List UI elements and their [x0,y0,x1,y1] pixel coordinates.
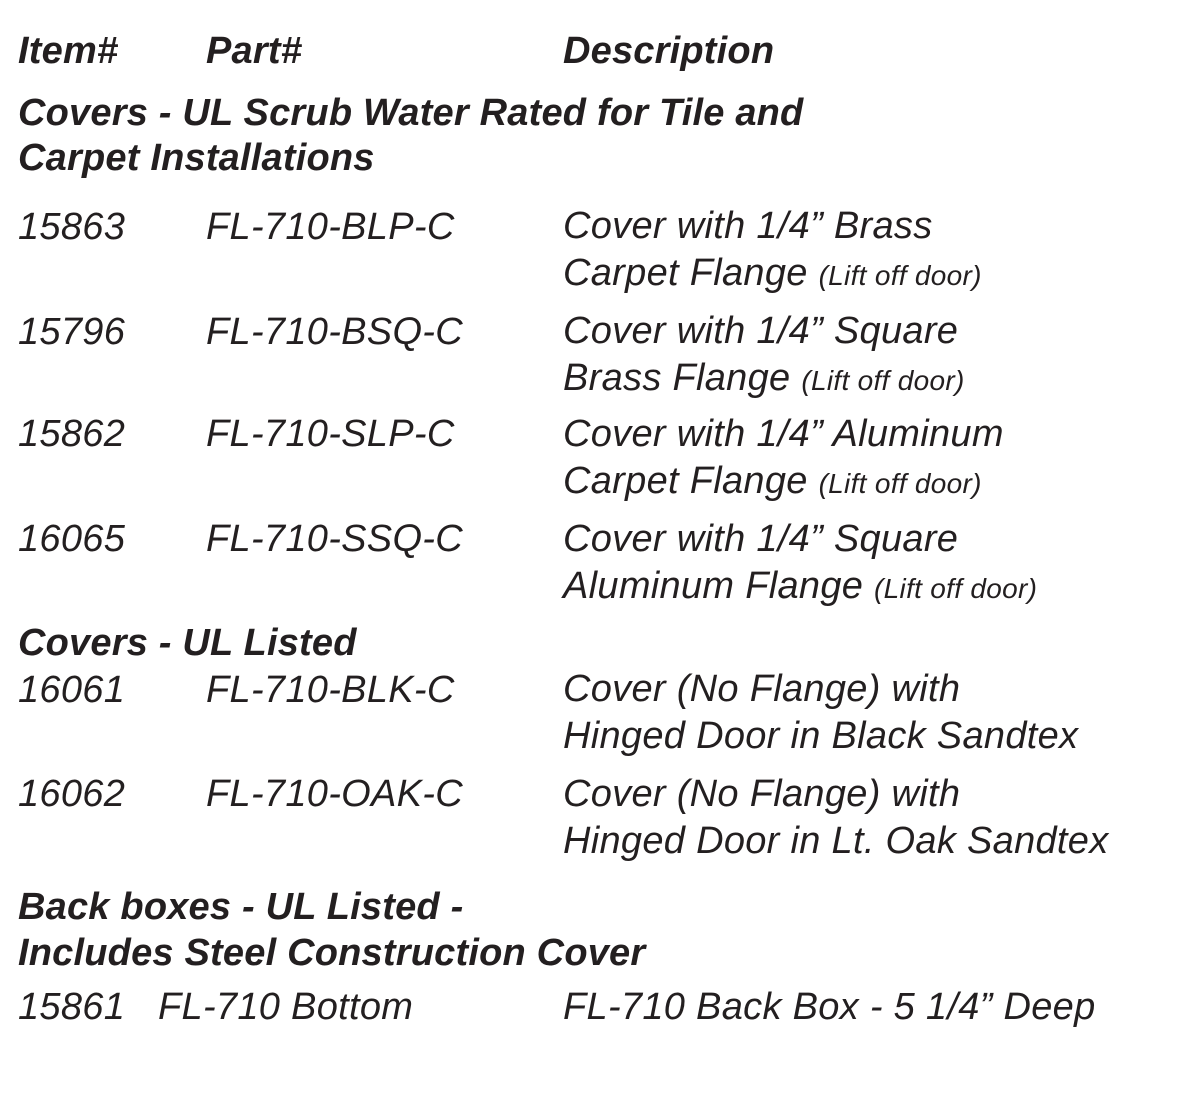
description [563,516,1037,612]
item-number: 15863 [18,206,126,248]
part-number: FL-710-BLP-C [206,206,455,248]
description-line: Hinged Door in Black Sandtex [563,715,1079,757]
column-header-item: Item# [18,30,119,72]
description [563,771,1109,865]
door-note: (Lift off door) [801,365,965,396]
section-title-line: Back boxes - UL Listed - [18,886,464,928]
description-line: Cover with 1/4” Brass [563,205,933,247]
description [563,308,965,404]
section-title-line: Carpet Installations [18,137,375,179]
description-line: Carpet Flange [563,460,808,502]
item-number: 15861 [18,986,126,1028]
part-number: FL-710-SSQ-C [206,518,464,560]
description [563,203,982,299]
item-number: 15796 [18,311,126,353]
description-line: Cover with 1/4” Square [563,518,959,560]
description-line: Cover with 1/4” Aluminum [563,413,1004,455]
description-line: Cover (No Flange) with [563,668,961,710]
section-title-line: Covers - UL Scrub Water Rated for Tile and [18,92,804,134]
section-title-line: Covers - UL Listed [18,622,357,664]
description-line-2 [563,563,1037,612]
description-line: Hinged Door in Lt. Oak Sandtex [563,820,1109,862]
description-line-2 [563,250,982,299]
description-line: Carpet Flange [563,252,808,294]
description [563,411,1004,507]
section-title-line: Includes Steel Construction Cover [18,932,646,974]
description-line: Cover (No Flange) with [563,773,961,815]
description-line: Cover with 1/4” Square [563,310,959,352]
item-number: 16062 [18,773,126,815]
item-number: 16061 [18,669,126,711]
column-header-description: Description [563,30,775,72]
description [563,666,1078,760]
part-number: FL-710-SLP-C [206,413,455,455]
column-header-part: Part# [206,30,303,72]
door-note: (Lift off door) [818,468,982,499]
description-line-2 [563,355,965,404]
door-note: (Lift off door) [874,573,1038,604]
part-number: FL-710-BSQ-C [206,311,464,353]
description: FL-710 Back Box - 5 1/4” Deep [563,986,1096,1028]
part-number: FL-710-OAK-C [206,773,464,815]
description-line: Brass Flange [563,357,791,399]
item-number: 16065 [18,518,126,560]
part-number: FL-710 Bottom [158,986,414,1028]
part-number: FL-710-BLK-C [206,669,455,711]
description-line-2 [563,458,1004,507]
description-line: Aluminum Flange [563,565,864,607]
door-note: (Lift off door) [818,260,982,291]
item-number: 15862 [18,413,126,455]
